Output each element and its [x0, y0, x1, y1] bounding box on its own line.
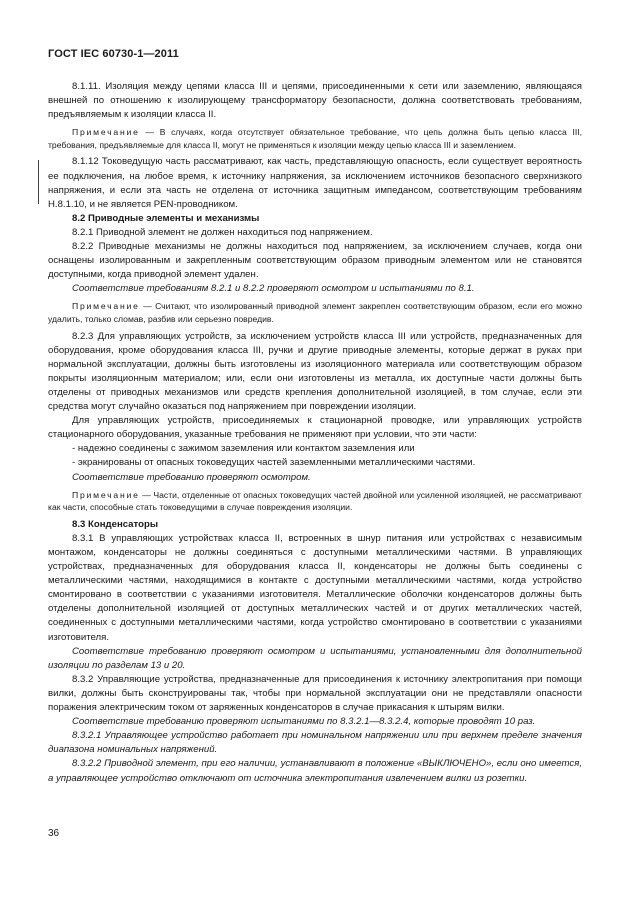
page-number: 36	[48, 828, 60, 839]
section-heading: 8.3 Конденсаторы	[72, 518, 159, 530]
body-paragraph: 8.2.1 Приводной элемент не должен находиться под напряжением.	[72, 226, 373, 238]
compliance-paragraph: Соответствие требованию проверяют осмотром.	[72, 471, 311, 483]
note-paragraph	[48, 126, 582, 151]
list-item: - надежно соединены с зажимом заземления или контактом заземления или	[72, 443, 415, 455]
note-paragraph	[48, 300, 582, 325]
body-paragraph: 8.3.2 Управляющие устройства, предназначенные для присоединения к источнику электропитания при помощи вилки, должны быть сконструированы так, чтобы при нормальной эксплуатации они не представляли опасности поражения электрическим током от заряженных конденсаторов в случае прикасания к штырям вилки.	[48, 673, 582, 714]
document-header: ГОСТ IEC 60730-1—2011	[48, 48, 179, 60]
change-bar	[38, 160, 39, 204]
document-body	[48, 80, 582, 786]
body-paragraph: 8.3.1 В управляющих устройствах класса II, встроенных в шнур питания или устройствах с независимым монтажом, конденсаторы не должны соединяться с доступными металлическими частями. В управляющих устройствах, предназначенных для оборудования класса II, конденсаторы не должны быть соединены с металлическими частями, находящимися в контакте с доступными металлическими частями, когда устройство смонтировано в соответствии с указаниями изготовителя. Металлические оболочки конденсаторов должны быть отделены дополнительной изоляцией от доступных металлических частей и от других металлических частей, соединенных с доступными металлическими частями, когда устройство смонтировано в соответствии с указаниями изготовителя.	[48, 532, 582, 643]
compliance-paragraph: Соответствие требованиям 8.2.1 и 8.2.2 проверяют осмотром и испытаниями по 8.1.	[72, 283, 475, 295]
body-paragraph: 8.2.2 Приводные механизмы не должны находиться под напряжением, за исключением случаев, когда они оснащены изолированным и закрепленным соответствующим образом приводным элементом или не становятся доступными, когда приводной элемент удален.	[48, 241, 582, 281]
body-paragraph: 8.2.3 Для управляющих устройств, за исключением устройств класса III или устройств, предназначенных для оборудования, кроме оборудования класса III, ручки и другие приводные элементы, которые держат в руках при нормальной эксплуатации, должны быть изготовлены из изоляционного материала или соответствующим образом покрыты изоляционным материалом; или, если они изготовлены из металла, их доступные части должны быть отделены от приводных механизмов или средств крепления дополнительной изоляцией, в том случае, если эти средства могут случайно оказаться под напряжением при повреждении изоляции.	[48, 330, 582, 413]
body-paragraph: Для управляющих устройств, присоединяемых к стационарной проводке, или управляющих устройств стационарного оборудования, указанные требования не применяют при условии, что эти части:	[48, 415, 582, 441]
compliance-paragraph: 8.3.2.1 Управляющее устройство работает при номинальном напряжении или при верхнем пределе значения диапазона номинальных напряжений.	[48, 730, 582, 756]
note-text: — Считают, что изолированный приводной элемент закреплен соответствующим образом, если его можно удалить, только сломав, разбив или серьезно повредив.	[48, 301, 582, 324]
note-paragraph	[48, 489, 582, 514]
section-heading: 8.2 Приводные элементы и механизмы	[72, 212, 260, 224]
compliance-paragraph: 8.3.2.2 Приводной элемент, при его наличии, устанавливают в положение «ВЫКЛЮЧЕНО», если оно имеется, а управляющее устройство отключают от источника электропитания извлечением вилки из розетки.	[48, 758, 582, 784]
body-paragraph: 8.1.12 Токоведущую часть рассматривают, как часть, представляющую опасность, если существует вероятность ее подключения, на любое время, к источнику напряжения, за исключением источников безопасного сверхнизкого напряжения, и если эта часть не отделена от источника защитным импедансом, соответствующим требованиям Н.8.1.10, и не является PEN-проводником.	[48, 156, 582, 210]
compliance-paragraph: Соответствие требованию проверяют осмотром и испытаниями, установленными для дополнительной изоляции по разделам 13 и 20.	[48, 645, 582, 671]
note-label: Примечание	[72, 301, 140, 312]
note-label: Примечание	[72, 489, 140, 500]
list-item: - экранированы от опасных токоведущих частей заземленными металлическими частями.	[72, 457, 476, 469]
note-text: — Части, отделенные от опасных токоведущих частей двойной или усиленной изоляцией, не рассматривают как части, способные стать токоведущими в случае повреждения изоляции.	[48, 489, 582, 513]
compliance-paragraph: Соответствие требованию проверяют испытаниями по 8.3.2.1—8.3.2.4, которые проводят 10 раз.	[72, 716, 536, 728]
note-text: — В случаях, когда отсутствует обязательное требование, что цепь должна быть цепью класса III, требования, предъявляемые для класса II, могут не применяться к изоляции между цепью класса III и заземлением.	[48, 127, 582, 150]
note-label: Примечание	[72, 127, 140, 138]
body-paragraph: 8.1.11. Изоляция между цепями класса III и цепями, присоединенными к сети или заземлению, являющаяся внешней по отношению к изолирующему трансформатору безопасности, должна соответствовать требованиям, предъявляемым к изоляции класса II.	[48, 81, 582, 121]
